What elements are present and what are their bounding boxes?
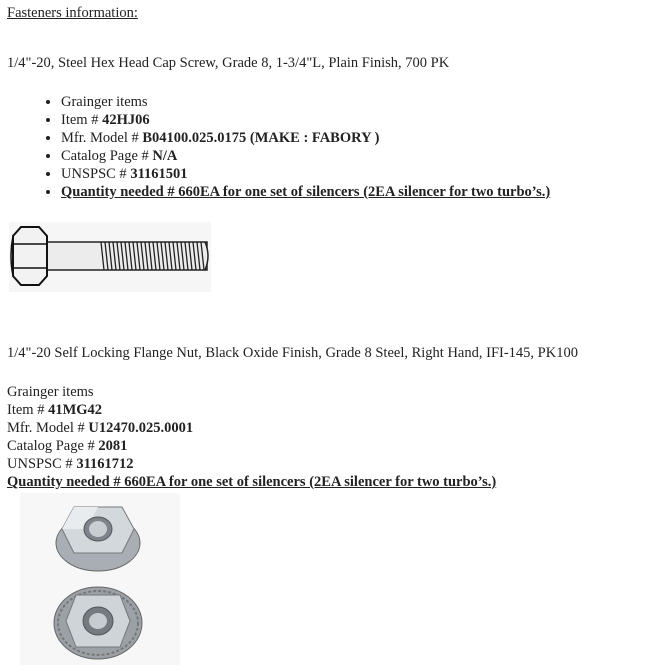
- product-2-model: Mfr. Model # U12470.025.0001: [7, 420, 194, 436]
- product-1-title: 1/4"-20, Steel Hex Head Cap Screw, Grade 8, 1-3/4"L, Plain Finish, 700 PK: [7, 55, 450, 71]
- product-2-title: 1/4"-20 Self Locking Flange Nut, Black Oxide Finish, Grade 8 Steel, Right Hand, IFI-145, PK100: [7, 345, 578, 361]
- product-1-details: [36, 93, 550, 201]
- product-2-catalog: Catalog Page # 2081: [7, 438, 128, 454]
- product-2-details: [7, 383, 496, 491]
- product-1-item: • Item # 42HJ06: [61, 111, 550, 129]
- product-1-quantity: • Quantity needed # 660EA for one set of silencers (2EA silencer for two turbo’s.): [61, 183, 550, 201]
- product-2-item: Item # 41MG42: [7, 402, 103, 418]
- product-1-model: • Mfr. Model # B04100.025.0175 (MAKE : FABORY ): [61, 129, 550, 147]
- product-1-unspsc: • UNSPSC # 31161501: [61, 165, 550, 183]
- product-1-source: • Grainger items: [61, 93, 550, 111]
- product-2-quantity: Quantity needed # 660EA for one set of silencers (2EA silencer for two turbo’s.): [7, 474, 497, 490]
- product-2-source: Grainger items: [7, 384, 94, 400]
- section-heading: Fasteners information:: [7, 5, 138, 21]
- flange-nut-image: [20, 493, 180, 665]
- hex-bolt-image: [9, 222, 211, 292]
- product-2-unspsc: UNSPSC # 31161712: [7, 456, 134, 472]
- product-1-catalog: • Catalog Page # N/A: [61, 147, 550, 165]
